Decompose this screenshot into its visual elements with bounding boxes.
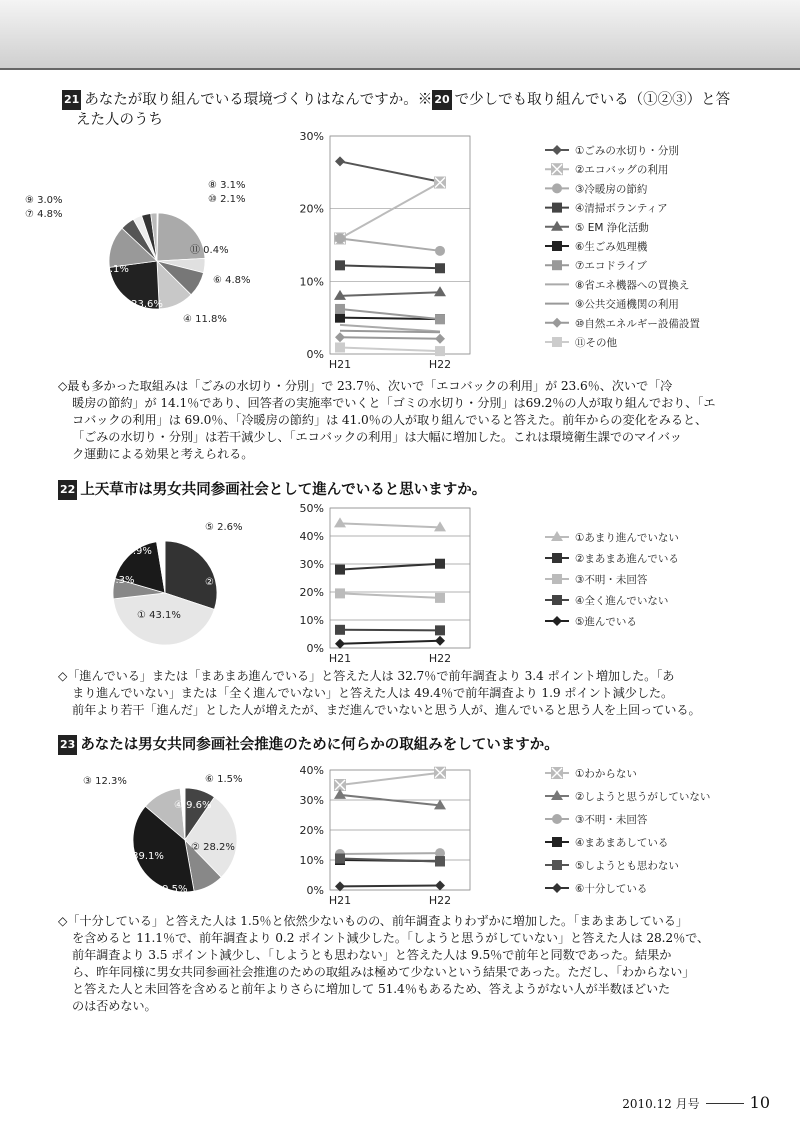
series-line [340, 886, 440, 887]
y-tick-label: 10% [299, 854, 324, 867]
series-line [340, 853, 440, 854]
series-line [340, 630, 440, 631]
pie-slice-label: ⑩ 23.7% [191, 207, 235, 218]
data-point [335, 332, 345, 342]
pie-slice-label: ③ 14.1% [85, 264, 129, 275]
data-point [335, 639, 345, 649]
pie-slice-label: ② 23.6% [119, 299, 163, 310]
line-chart-23 [290, 762, 750, 910]
y-tick-label: 20% [299, 824, 324, 837]
data-point [335, 854, 345, 864]
pie-slice-label: ⑤ 2.6% [205, 522, 243, 533]
data-point [434, 286, 446, 296]
series-line [340, 641, 440, 644]
legend-label: ⑤しようとも思わない [575, 860, 679, 872]
pie-slice-label: ⑥ 1.5% [205, 774, 243, 785]
pie-chart-23 [65, 768, 275, 908]
data-point [552, 883, 562, 893]
legend-label: ②エコバッグの利用 [575, 164, 669, 177]
data-point [435, 559, 445, 569]
legend-label: ④全く進んでいない [575, 595, 669, 607]
legend-label: ⑥生ごみ処理機 [575, 241, 648, 253]
data-point [435, 625, 445, 635]
legend-label: ③冷暖房の節約 [575, 183, 648, 196]
y-tick-label: 10% [299, 614, 324, 627]
y-tick-label: 20% [299, 202, 324, 216]
data-point [552, 595, 562, 605]
question-22-title: 22 上天草市は男女共同参画社会として進んでいると思いますか。 [60, 481, 487, 498]
data-point [435, 334, 445, 344]
legend-label: ⑪その他 [575, 337, 617, 349]
data-point [552, 183, 562, 193]
series-line [340, 593, 440, 597]
legend-label: ⑤ EM 浄化活動 [575, 221, 649, 234]
legend-label: ④まあまあしている [575, 837, 669, 849]
data-point [335, 304, 345, 314]
pie-slice-label: ⑧ 3.1% [208, 180, 246, 191]
x-tick-label: H21 [328, 894, 352, 907]
series-line [340, 564, 440, 570]
pie-slice-label: ④ 9.6% [174, 800, 212, 811]
pie-slice-label: ③ 12.3% [83, 776, 127, 787]
data-point [434, 177, 446, 189]
data-point [552, 574, 562, 584]
pie-slice-label: ⑤ 9.5% [150, 884, 188, 895]
pie-slice-label: ⑪ 0.4% [190, 245, 229, 256]
data-point [552, 318, 562, 328]
data-point [435, 881, 445, 891]
paragraph-23: ◇「十分している」と答えた人は 1.5％と依然少ないものの、前年調査よりわずかに増加した。「まあまあしている」 を含めると 11.1％で、前年調査より 0.2 ポイント減少した。「しようと思うがしていない」と答えた人は 28.2％で、 前年調査より 3.5 ポイント減少し、「しようとも思わない」と答えた人は 9.5％で前年と同数であった。結果か ら、昨年同様に男女共同参画社会推進のための取組みは極めて少ないという結果であった。ただし、「わからない」 と答えた人と未回答を含めると前年よりさらに増加して 51.4％もあるため、答えようがない人が半数ほどいた のは否めない。 [58, 914, 710, 1013]
legend-label: ⑩自然エネルギー設備設置 [575, 317, 700, 330]
question-number-badge: 21 [62, 90, 81, 110]
legend-label: ②まあまあ進んでいる [575, 553, 679, 565]
data-point [552, 814, 562, 824]
data-point [552, 203, 562, 213]
reference-number-badge: 20 [432, 90, 451, 110]
data-point [551, 163, 563, 175]
legend-label: ⑥十分している [575, 883, 648, 895]
x-tick-label: H22 [428, 894, 452, 907]
y-tick-label: 30% [299, 794, 324, 807]
series-line [340, 337, 440, 338]
pie-chart-21 [25, 175, 295, 345]
legend-label: ①ごみの水切り・分別 [575, 145, 679, 157]
legend-label: ⑧省エネ機器への買換え [575, 279, 690, 292]
data-point [435, 346, 445, 356]
data-point [435, 593, 445, 603]
y-tick-label: 0% [306, 348, 324, 361]
y-tick-label: 0% [306, 642, 324, 655]
data-point [435, 314, 445, 324]
pie-slice-label: ⑥ 4.8% [213, 275, 251, 286]
legend-label: ⑨公共交通機関の利用 [575, 298, 679, 311]
y-tick-label: 40% [299, 530, 324, 543]
question-23-title: 23 あなたは男女共同参画社会推進のために何らかの取組みをしていますか。 [60, 736, 559, 753]
data-point [435, 857, 445, 867]
legend-label: ⑤進んでいる [575, 616, 637, 628]
data-point [335, 260, 345, 270]
series-line [340, 773, 440, 785]
data-point [435, 636, 445, 646]
page-footer [622, 1093, 770, 1112]
legend-label: ⑦エコドライブ [575, 260, 647, 273]
pie-slice-label: ⑩ 2.1% [208, 194, 246, 205]
y-tick-label: 30% [299, 130, 324, 143]
legend-label: ①あまり進んでいない [575, 532, 679, 544]
data-point [552, 260, 562, 270]
series-line [340, 161, 440, 181]
data-point [552, 241, 562, 251]
pie-slice-label: ⑦ 4.8% [25, 209, 63, 220]
legend-label: ③不明・未回答 [575, 574, 648, 586]
page-number: 10 [749, 1093, 770, 1112]
data-point [335, 233, 345, 243]
data-point [551, 767, 563, 779]
y-tick-label: 30% [299, 558, 324, 571]
y-tick-label: 20% [299, 586, 324, 599]
pie-slice-label: ② 28.2% [191, 842, 235, 853]
pie-slice-label: ④ 11.8% [183, 314, 227, 325]
series-line [340, 265, 440, 268]
line-chart-22 [290, 500, 750, 670]
pie-slice-label: ① 43.1% [137, 610, 181, 621]
legend-label: ②しようと思うがしていない [575, 791, 711, 803]
series-line [340, 238, 440, 250]
series-line [340, 347, 440, 351]
data-point [552, 337, 562, 347]
x-tick-label: H22 [428, 652, 452, 665]
question-number-badge: 23 [58, 735, 77, 755]
data-point [335, 625, 345, 635]
question-number-badge: 22 [58, 480, 77, 500]
data-point [552, 860, 562, 870]
y-tick-label: 50% [299, 502, 324, 515]
header-band [0, 0, 800, 70]
x-tick-label: H22 [428, 358, 452, 371]
series-line [340, 292, 440, 296]
data-point [335, 313, 345, 323]
data-point [552, 553, 562, 563]
pie-slice-label: ① 39.1% [120, 851, 164, 862]
y-tick-label: 40% [299, 764, 324, 777]
pie-slice-label: ⑨ 3.0% [25, 195, 63, 206]
data-point [552, 837, 562, 847]
data-point [552, 145, 562, 155]
series-line [340, 183, 440, 239]
question-21-title: 21 あなたが取り組んでいる環境づくりはなんですか。※ 20 で少しでも取り組んでいる（①②③）と答 えた人のうち [64, 92, 731, 128]
x-tick-label: H21 [328, 358, 352, 371]
pie-slice-label: ⑧ 8.5% [213, 291, 251, 302]
pie-chart-22 [85, 515, 285, 660]
legend-label: ①わからない [575, 768, 637, 780]
data-point [334, 517, 346, 527]
data-point [552, 616, 562, 626]
data-point [434, 767, 446, 779]
line-chart-21 [290, 128, 750, 378]
pie-slice-label: ④ 6.3% [97, 575, 135, 586]
paragraph-21: ◇最も多かった取組みは「ごみの水切り・分別」で 23.7％、次いで「エコバックの利用」が 23.6％、次いで「冷 暖房の節約」が 14.1％であり、回答者の実施率でいくと「ゴミの水切り・分別」は69.2％の人が取り組んでおり、「エ コバックの利用」は 69.0％、「冷暖房の節約」は 41.0％の人が取り組んでいると答えた。前年からの変化をみると、 「ごみの水切り・分別」は若干減少し、「エコバックの利用」は大幅に増加した。これは環境衛生課でのマイバッ ク運動による効果と考えられる。 [58, 379, 716, 461]
pie-slice-label: ③ 17.9% [108, 546, 152, 557]
y-tick-label: 10% [299, 275, 324, 289]
data-point [335, 565, 345, 575]
data-point [335, 342, 345, 352]
paragraph-22: ◇「進んでいる」または「まあまあ進んでいる」と答えた人は 32.7％で前年調査より 3.4 ポイント増加した。「あ まり進んでいない」または「全く進んでいない」と答えた人は 49.4％で前年調査より 1.9 ポイント減少した。 前年より若干「進んだ」とした人が増えたが、まだ進んでいないと思う人が、進んでいると思う人を上回っている。 [58, 669, 701, 717]
data-point [335, 156, 345, 166]
data-point [435, 263, 445, 273]
pie-slice-label: ② 30.1% [205, 577, 249, 588]
legend-label: ③不明・未回答 [575, 814, 648, 826]
data-point [335, 588, 345, 598]
legend-label: ④清掃ボランティア [575, 202, 668, 215]
series-line [340, 523, 440, 527]
y-tick-label: 0% [306, 884, 324, 897]
data-point [435, 246, 445, 256]
x-tick-label: H21 [328, 652, 352, 665]
footer-date: 2010.12 月号 [622, 1097, 700, 1111]
